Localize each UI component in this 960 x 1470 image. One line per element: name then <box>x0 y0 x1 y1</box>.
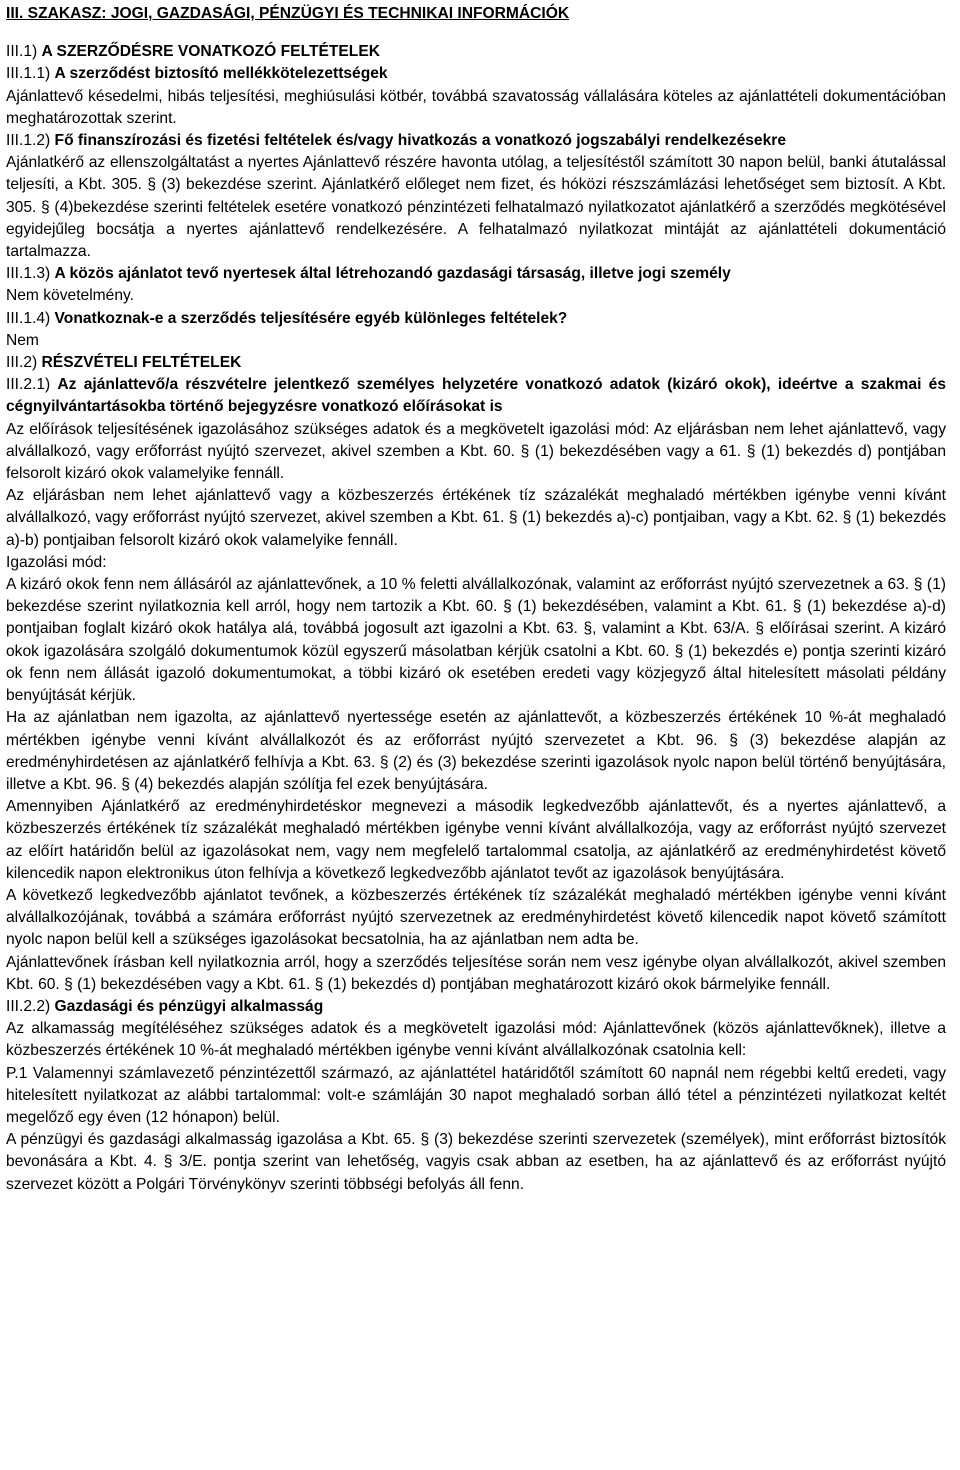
heading-title: Az ajánlattevő/a részvételre jelentkező személyes helyzetére vonatkozó adatok (kizáró okok), ideértve a szakmai és cégnyilvántartásokba történő bejegyzésre vonatkozó előírásokat is <box>6 376 946 416</box>
heading-title: A SZERZŐDÉSRE VONATKOZÓ FELTÉTELEK <box>41 43 380 61</box>
paragraph: Ajánlattevőnek írásban kell nyilatkoznia arról, hogy a szerződés teljesítése során nem vesz igénybe olyan alvállalkozót, akivel szemben Kbt. 60. § (1) bekezdésében vagy a Kbt. 61. § (1) bekezdés d) pontjában meghatározott kizáró okok bármelyike fennáll. <box>6 953 946 993</box>
heading-number: III.1.2) <box>6 132 55 150</box>
section-heading <box>6 374 946 418</box>
paragraph: Ajánlattevő késedelmi, hibás teljesítési, meghiúsulási kötbér, továbbá szavatosság vállalására köteles az ajánlattételi dokumentációban meghatározottak szerint. <box>6 87 946 127</box>
paragraph: Nem <box>6 331 39 349</box>
heading-number: III.1) <box>6 43 42 61</box>
section-heading <box>6 308 946 330</box>
heading-number: III.2.1) <box>6 376 58 394</box>
heading-title: Gazdasági és pénzügyi alkalmasság <box>54 997 324 1015</box>
paragraph: A kizáró okok fenn nem állásáról az ajánlattevőnek, a 10 % feletti alvállalkozónak, valamint az erőforrást nyújtó szervezetnek a 63. § (1) bekezdése szerint nyilatkoznia kell arról, hogy nem tartozik a Kbt. 60. § (1) bekezdésében, valamint a Kbt. 61. § (1) bekezdése a)-d) pontjaiban foglalt kizáró okok hatálya alá, továbbá jogosult azt igazolni a Kbt. 63. §, valamint a Kbt. 63/A. § előírásai szerint. A kizáró okok igazolására szolgáló dokumentumok közül egyszerű másolatban kérjük csatolni a Kbt. 60. § (1) bekezdés e) pontja szerinti kizáró ok fenn nem állását igazoló dokumentumokat, a többi kizáró ok esetében eredeti vagy közjegyző által hitelesített másolati példány benyújtását kérjük. <box>6 576 946 705</box>
section-heading <box>6 63 946 85</box>
section-title: III. SZAKASZ: JOGI, GAZDASÁGI, PÉNZÜGYI ÉS TECHNIKAI INFORMÁCIÓK <box>6 5 570 22</box>
heading-title: Fő finanszírozási és fizetési feltételek és/vagy hivatkozás a vonatkozó jogszabályi rendelkezésekre <box>54 132 787 150</box>
paragraph: Nem követelmény. <box>6 287 134 305</box>
heading-number: III.1.4) <box>6 309 55 327</box>
heading-title: RÉSZVÉTELI FELTÉTELEK <box>41 354 242 372</box>
heading-number: III.2.2) <box>6 997 55 1015</box>
document-body <box>6 41 946 1196</box>
heading-title: A szerződést biztosító mellékkötelezettségek <box>54 65 388 83</box>
paragraph: A pénzügyi és gazdasági alkalmasság igazolása a Kbt. 65. § (3) bekezdése szerinti szervezetek (személyek), mint erőforrást biztosítók bevonására a Kbt. 4. § 3/E. pontja szerint van lehetőség, vagyis csak abban az esetben, ha az ajánlattevő és az erőforrást nyújtó szervezet között a Polgári Törvénykönyv szerinti többségi befolyás áll fenn. <box>6 1131 946 1193</box>
paragraph: A következő legkedvezőbb ajánlatot tevőnek, a közbeszerzés értékének tíz százalékát meghaladó mértékben igénybe venni kívánt alvállalkozójának, továbbá a számára erőforrást nyújtó szervezetnek az eredményhirdetést követő kilencedik napot követő számított nyolc napon belül kell a szükséges igazolásokat becsatolnia, ha az ajánlatban nem adta be. <box>6 886 946 949</box>
heading-title: A közös ajánlatot tevő nyertesek által létrehozandó gazdasági társaság, illetve jogi személy <box>54 265 731 283</box>
paragraph: Amennyiben Ajánlatkérő az eredményhirdetéskor megnevezi a második legkedvezőbb ajánlattevőt, és a nyertes ajánlattevő, a közbeszerzés értékének tíz százalékát meghaladó mértékben igénybe venni kívánt alvállalkozója, vagy az erőforrást nyújtó szervezet az előírt határidőn belül az igazolásokat nem, vagy nem megfelelő tartalommal csatolja, az ajánlatkérő az eredményhirdetést követő kilencedik napon elektronikus úton felhívja a következő legkedvezőbb ajánlatot tevőt az igazolások benyújtására. <box>6 798 946 882</box>
section-heading <box>6 41 946 63</box>
paragraph: Az alkamasság megítéléséhez szükséges adatok és a megkövetelt igazolási mód: Ajánlattevőnek (közös ajánlattevőknek), illetve a közbeszerzés értékének 10 %-át meghaladó mértékben igénybe venni kívánt alvállalkozónak csatolnia kell: <box>6 1020 946 1060</box>
heading-number: III.1.1) <box>6 65 55 83</box>
heading-title: Vonatkoznak-e a szerződés teljesítésére egyéb különleges feltételek? <box>54 309 568 327</box>
heading-number: III.2) <box>6 354 42 372</box>
section-heading <box>6 263 946 285</box>
section-heading <box>6 352 946 374</box>
paragraph: Az előírások teljesítésének igazolásához szükséges adatok és a megkövetelt igazolási mód: Az eljárásban nem lehet ajánlattevő, vagy alvállalkozó, vagy erőforrást nyújtó szervezet, akivel szemben a Kbt. 60. § (1) bekezdésében vagy a 61. § (1) bekezdés d) pontjában felsorolt kizáró okok valamelyike fennáll. <box>6 420 946 483</box>
section-heading <box>6 130 946 152</box>
paragraph: Ajánlatkérő az ellenszolgáltatást a nyertes Ajánlattevő részére havonta utólag, a teljesítéstől számított 30 napon belül, banki átutalással teljesíti, a Kbt. 305. § (3) bekezdése szerint. Ajánlatkérő előleget nem fizet, és hóközi részszámlázási lehetőséget sem biztosít. A Kbt. 305. § (4)bekezdése szerinti feltételek esetére vonatkozó pénzintézeti felhatalmazó nyilatkozatot ajánlatkérő a szerződés megkötésével egyidejűleg bocsátja a nyertes ajánlattevő rendelkezésére. A felhatalmazó nyilatkozat mintáját az ajánlattételi dokumentáció tartalmazza. <box>6 154 946 261</box>
section-heading <box>6 996 946 1018</box>
paragraph: Ha az ajánlatban nem igazolta, az ajánlattevő nyertessége esetén az ajánlattevőt, a közbeszerzés értékének 10 %-át meghaladó mértékben igénybe venni kívánt alvállalkozót és az erőforrást nyújtó szervezetet a Kbt. 96. § (3) bekezdése alapján az eredményhirdetésen az ajánlatkérő felhívja a Kbt. 63. § (2) és (3) bekezdése szerinti igazolások nyolc napon belül történő benyújtására, illetve a Kbt. 96. § (4) bekezdés alapján szólítja fel ezek benyújtására. <box>6 709 946 793</box>
heading-number: III.1.3) <box>6 265 55 283</box>
paragraph: Igazolási mód: <box>6 553 107 571</box>
paragraph: Az eljárásban nem lehet ajánlattevő vagy a közbeszerzés értékének tíz százalékát meghaladó mértékben igénybe venni kívánt alvállalkozó, vagy erőforrást nyújtó szervezet, akivel szemben a Kbt. 61. § (1) bekezdés a)-c) pontjaiban, vagy a Kbt. 62. § (1) bekezdés a)-b) pontjaiban felsorolt kizáró okok valamelyike fennáll. <box>6 487 946 549</box>
paragraph: P.1 Valamennyi számlavezető pénzintézettől származó, az ajánlattétel határidőtől számított 60 napnál nem régebbi keltű eredeti, vagy hitelesített nyilatkozat az alábbi tartalommal: volt-e számláján 30 napot meghaladó sorban álló tétel a pénzintézeti nyilatkozat keltét megelőző egy éven (12 hónapon) belül. <box>6 1064 946 1126</box>
